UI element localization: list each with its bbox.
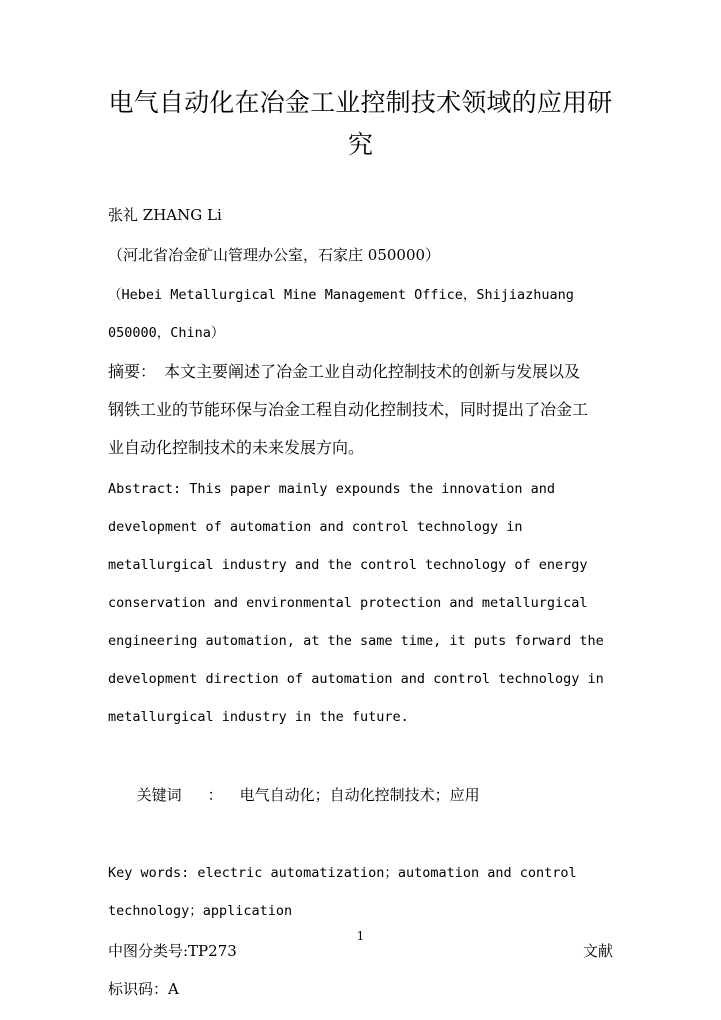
- abstract-english-text-6: development direction of automation and control technology in: [108, 671, 604, 687]
- keywords-chinese-separator: ：: [207, 786, 223, 804]
- abstract-chinese-text-1: 摘要： 本文主要阐述了冶金工业自动化控制技术的创新与发展以及: [108, 364, 581, 381]
- keywords-chinese: [108, 738, 613, 852]
- affiliation-english-line-1: [108, 276, 613, 314]
- keywords-english-text-1: Key words: electric automatization；automation and control: [108, 865, 577, 881]
- abstract-english-line-5: [108, 622, 613, 660]
- abstract-english-text-4: conservation and environmental protection and metallurgical: [108, 595, 588, 611]
- affiliation-english-text-2: 050000，China）: [108, 325, 225, 341]
- abstract-chinese-text-3: 业自动化控制技术的未来发展方向。: [108, 440, 365, 457]
- page-number: 1: [356, 929, 365, 943]
- abstract-english-text-5: engineering automation, at the same time, it puts forward the: [108, 633, 604, 649]
- affiliation-english-text-1: （Hebei Metallurgical Mine Management Office，Shijiazhuang: [108, 287, 574, 303]
- abstract-english-text-2: development of automation and control technology in: [108, 519, 523, 535]
- keywords-english: [108, 854, 613, 930]
- abstract-chinese-text-2: 钢铁工业的节能环保与冶金工程自动化控制技术，同时提出了冶金工: [108, 402, 589, 419]
- abstract-english-line-7: [108, 698, 613, 736]
- clc-number: 中图分类号:TP273: [108, 942, 237, 960]
- document-code-prefix: 文献: [582, 942, 613, 960]
- abstract-english-line-4: [108, 584, 613, 622]
- keywords-chinese-label: 关键词: [136, 786, 182, 804]
- abstract-english-text-1: Abstract: This paper mainly expounds the innovation and: [108, 481, 556, 497]
- document-code: 标识码：A: [108, 980, 179, 998]
- page-title: 电气自动化在冶金工业控制技术领域的应用研究: [108, 88, 613, 159]
- affiliation-english: [108, 276, 613, 352]
- abstract-english-line-3: [108, 546, 613, 584]
- abstract-english-line-6: [108, 660, 613, 698]
- abstract-chinese-line-1: [108, 354, 613, 392]
- affiliation-chinese: （河北省冶金矿山管理办公室，石家庄 050000）: [108, 246, 441, 264]
- keywords-english-text-2: technology；application: [108, 903, 293, 919]
- author-line: 张礼 ZHANG Li: [108, 206, 222, 224]
- keywords-english-line-1: [108, 854, 613, 892]
- abstract-chinese-line-2: [108, 392, 613, 430]
- affiliation-english-line-2: [108, 314, 613, 352]
- abstract-english: [108, 470, 613, 736]
- abstract-english-text-7: metallurgical industry in the future.: [108, 709, 409, 725]
- page-content: [108, 0, 613, 1008]
- abstract-chinese: [108, 354, 613, 468]
- keywords-english-line-2: [108, 892, 613, 930]
- abstract-english-line-2: [108, 508, 613, 546]
- abstract-english-line-1: [108, 470, 613, 508]
- abstract-english-text-3: metallurgical industry and the control technology of energy: [108, 557, 588, 573]
- abstract-chinese-line-3: [108, 430, 613, 468]
- keywords-chinese-text: 电气自动化；自动化控制技术；应用: [239, 786, 480, 804]
